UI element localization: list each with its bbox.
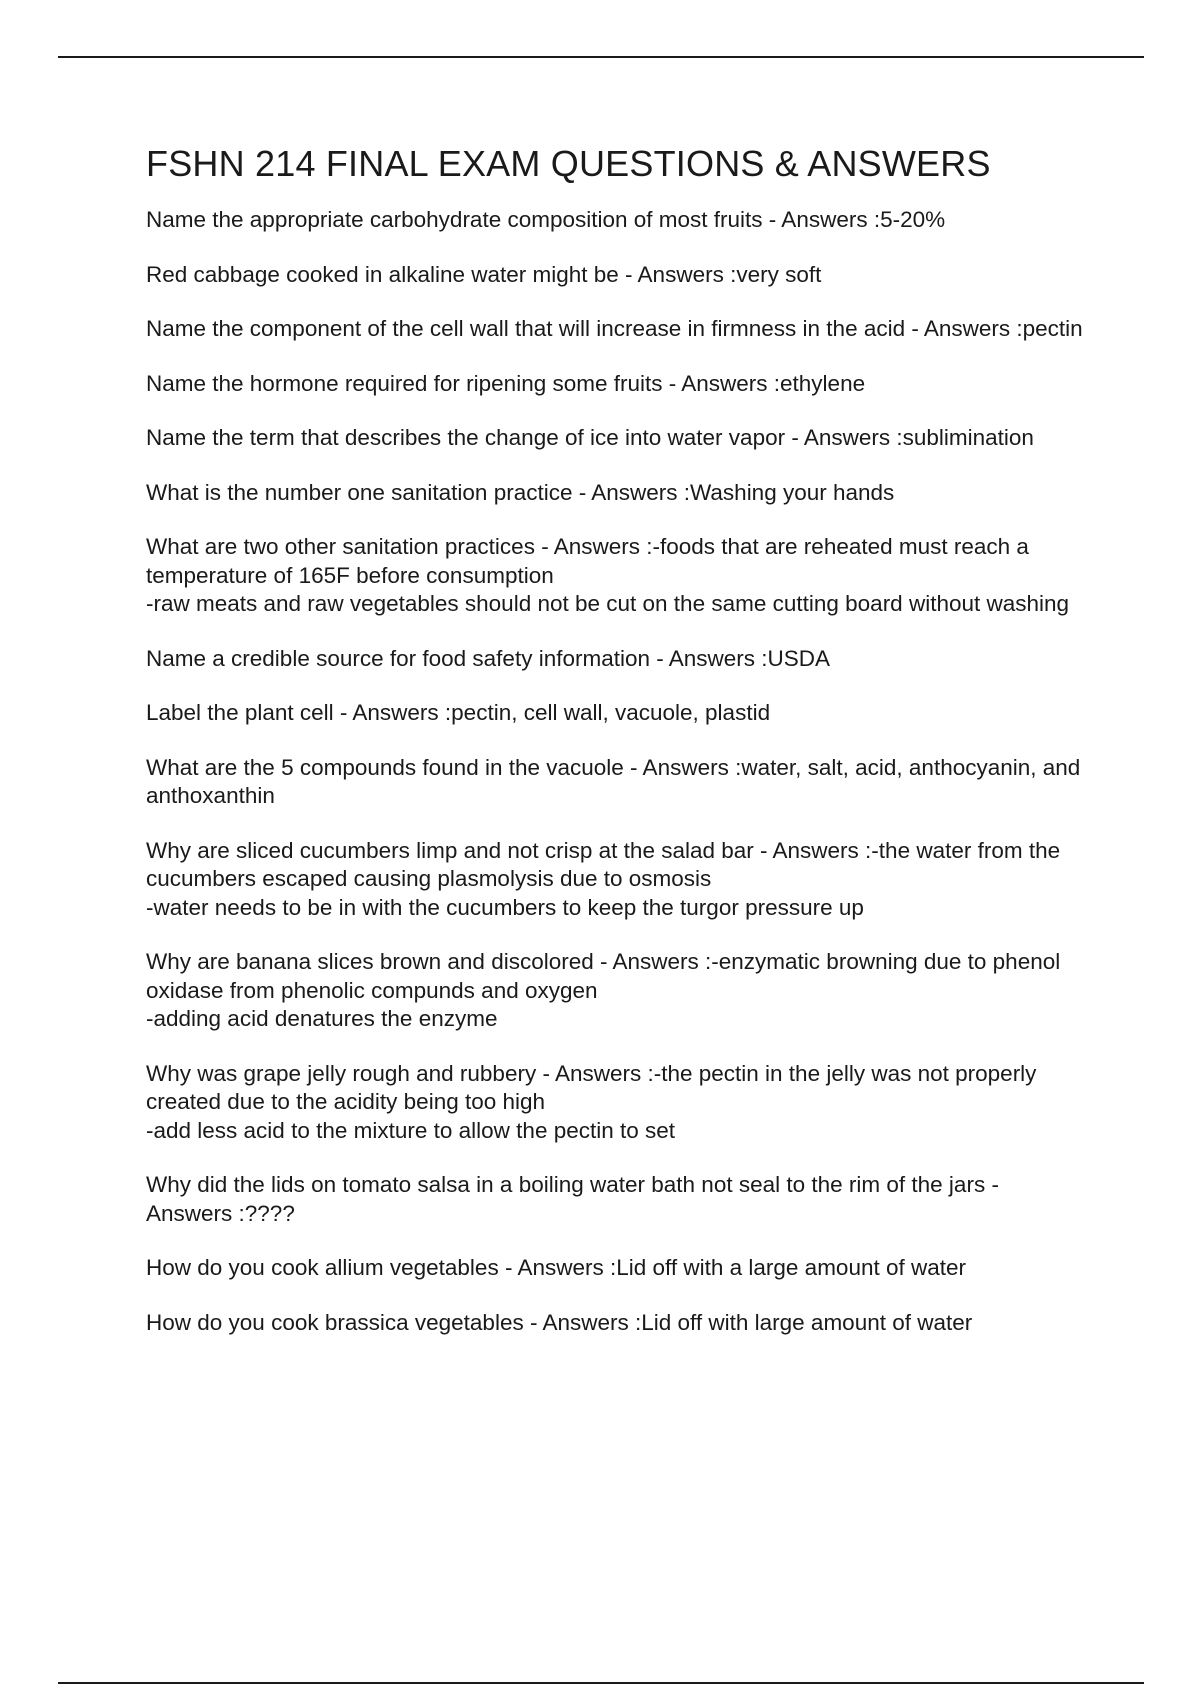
qa-item-6: What is the number one sanitation practice - Answers :Washing your hands bbox=[146, 479, 895, 505]
top-divider bbox=[58, 56, 1144, 58]
qa-item-7: What are two other sanitation practices - Answers :-foods that are reheated must reach a temperature of 165F before consumption -raw meats and raw vegetables should not be cut on the same cutting board without washing bbox=[146, 534, 1070, 616]
qa-item-12: Why are banana slices brown and discolored - Answers :-enzymatic browning due to phenol oxidase from phenolic compunds and oxygen -adding acid denatures the enzyme bbox=[146, 949, 1061, 1031]
bottom-divider bbox=[58, 1682, 1144, 1684]
qa-item-8: Name a credible source for food safety information - Answers :USDA bbox=[146, 645, 831, 671]
qa-item-16: How do you cook brassica vegetables - Answers :Lid off with large amount of water bbox=[146, 1309, 973, 1335]
qa-item-3: Name the component of the cell wall that will increase in firmness in the acid - Answers :pectin bbox=[146, 316, 1083, 341]
qa-item-5: Name the term that describes the change of ice into water vapor - Answers :sublimination bbox=[146, 425, 1034, 450]
document-content bbox=[146, 140, 1086, 1363]
qa-item-15: How do you cook allium vegetables - Answers :Lid off with a large amount of water bbox=[146, 1255, 967, 1280]
qa-item-2: Red cabbage cooked in alkaline water might be - Answers :very soft bbox=[146, 261, 822, 287]
qa-item-10: What are the 5 compounds found in the vacuole - Answers :water, salt, acid, anthocyanin, and anthoxanthin bbox=[146, 754, 1081, 808]
qa-item-9: Label the plant cell - Answers :pectin, cell wall, vacuole, plastid bbox=[146, 700, 771, 725]
document-title: FSHN 214 FINAL EXAM QUESTIONS & ANSWERS bbox=[146, 143, 991, 184]
qa-item-11: Why are sliced cucumbers limp and not crisp at the salad bar - Answers :-the water from the cucumbers escaped causing plasmolysis due to osmosis -water needs to be in with the cucumbers to keep the turgor pressure up bbox=[146, 837, 1061, 920]
qa-item-13: Why was grape jelly rough and rubbery - Answers :-the pectin in the jelly was not properly created due to the acidity being too high -add less acid to the mixture to allow the pectin to set bbox=[146, 1060, 1037, 1143]
qa-item-4: Name the hormone required for ripening some fruits - Answers :ethylene bbox=[146, 370, 866, 396]
qa-item-1: Name the appropriate carbohydrate composition of most fruits - Answers :5-20% bbox=[146, 207, 946, 232]
qa-item-14: Why did the lids on tomato salsa in a boiling water bath not seal to the rim of the jars - Answers :???? bbox=[146, 1172, 999, 1226]
